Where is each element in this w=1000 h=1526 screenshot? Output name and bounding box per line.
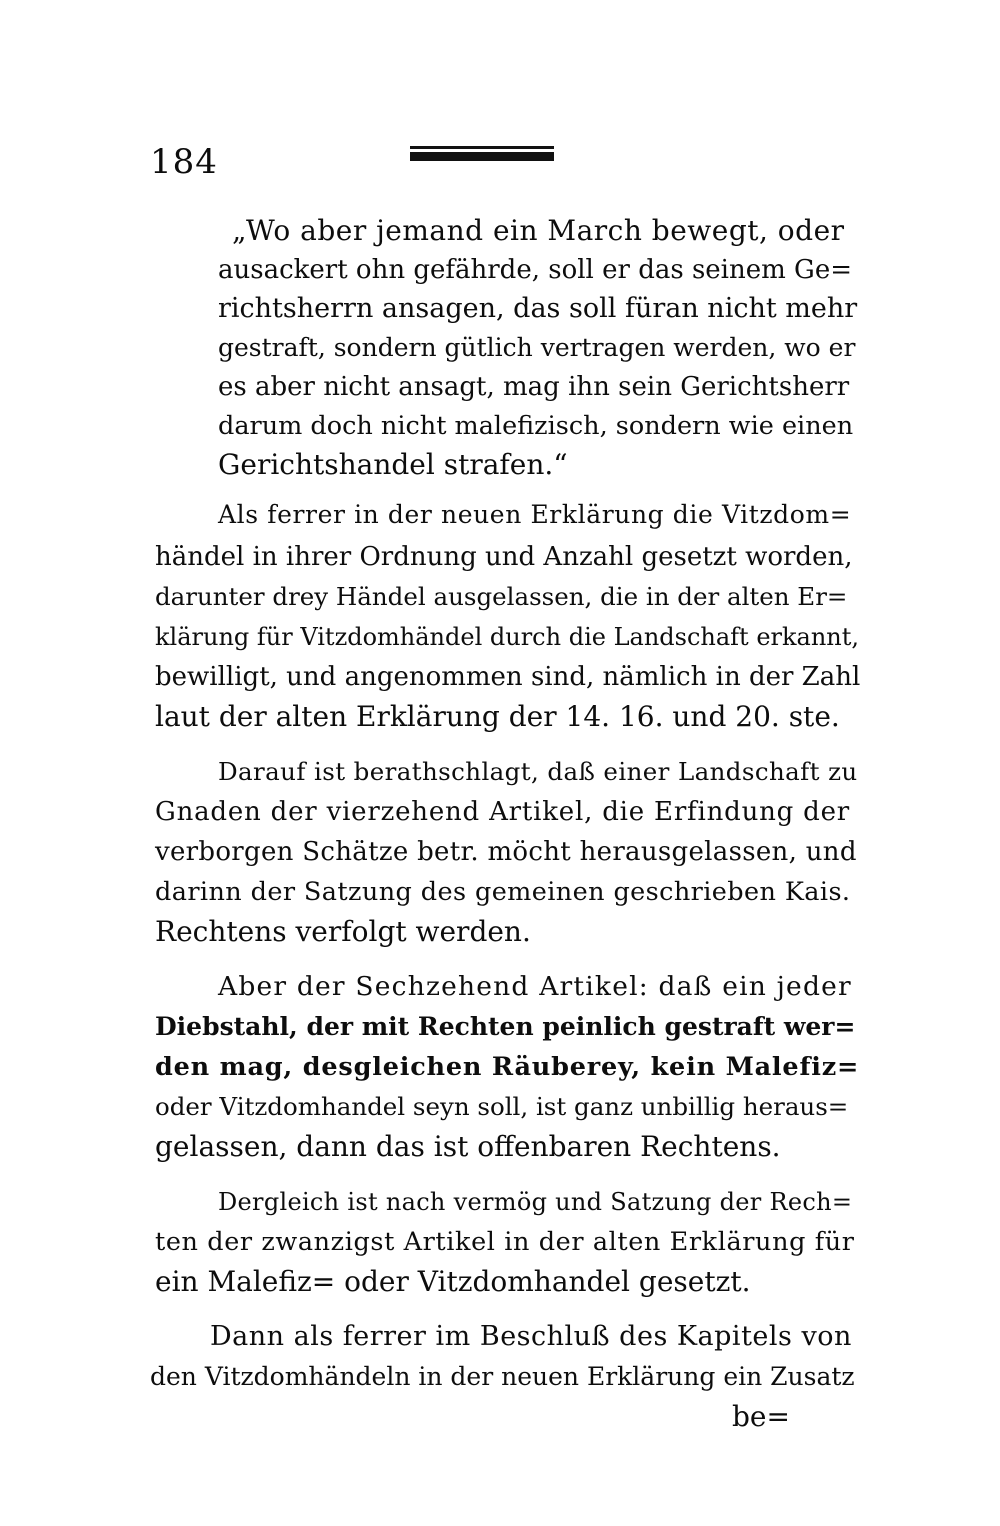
text-line: klärung für Vitzdomhändel durch die Landschaft erkannt,: [155, 623, 860, 651]
text-line: darinn der Satzung des gemeinen geschrieben Kais.: [155, 877, 851, 907]
text-line: darum doch nicht malefizisch, sondern wie einen: [218, 411, 854, 441]
catchword: be=: [732, 1400, 790, 1433]
text-line: laut der alten Erklärung der 14. 16. und 20. ste.: [155, 700, 840, 733]
text-line: ten der zwanzigst Artikel in der alten Erklärung für: [155, 1227, 855, 1257]
text-line: bewilligt, und angenommen sind, nämlich in der Zahl: [155, 662, 861, 692]
text-line: Gerichtshandel strafen.“: [218, 448, 568, 481]
text-line: den Vitzdomhändeln in der neuen Erklärung ein Zusatz: [150, 1362, 855, 1391]
text-line: Als ferrer in der neuen Erklärung die Vitzdom=: [218, 500, 852, 529]
text-line: richtsherrn ansagen, das soll füran nicht mehr: [218, 293, 858, 324]
text-line: Diebstahl, der mit Rechten peinlich gestraft wer=: [155, 1012, 856, 1041]
text-line: „Wo aber jemand ein March bewegt, oder: [232, 214, 845, 247]
header-rule: [410, 152, 554, 161]
text-line: gestraft, sondern gütlich vertragen werden, wo er: [218, 333, 856, 362]
text-line: gelassen, dann das ist offenbaren Rechtens.: [155, 1130, 781, 1163]
text-line: Rechtens verfolgt werden.: [155, 915, 531, 948]
text-line: Darauf ist berathschlagt, daß einer Landschaft zu: [218, 757, 858, 786]
text-line: oder Vitzdomhandel seyn soll, ist ganz unbillig heraus=: [155, 1092, 849, 1121]
text-line: Dann als ferrer im Beschluß des Kapitels von: [210, 1321, 852, 1352]
page-number: 184: [150, 142, 218, 182]
text-line: Dergleich ist nach vermög und Satzung der Rech=: [218, 1188, 853, 1216]
text-line: den mag, desgleichen Räuberey, kein Malefiz=: [155, 1052, 860, 1082]
text-line: händel in ihrer Ordnung und Anzahl gesetzt worden,: [155, 542, 853, 572]
text-line: darunter drey Händel ausgelassen, die in der alten Er=: [155, 582, 848, 611]
text-line: ausackert ohn gefährde, soll er das seinem Ge=: [218, 255, 852, 285]
text-line: Gnaden der vierzehend Artikel, die Erfindung der: [155, 797, 851, 827]
text-line: Aber der Sechzehend Artikel: daß ein jeder: [218, 971, 852, 1002]
text-line: verborgen Schätze betr. möcht herausgelassen, und: [155, 837, 857, 867]
text-line: ein Malefiz= oder Vitzdomhandel gesetzt.: [155, 1265, 751, 1298]
text-line: es aber nicht ansagt, mag ihn sein Gerichtsherr: [218, 372, 850, 402]
